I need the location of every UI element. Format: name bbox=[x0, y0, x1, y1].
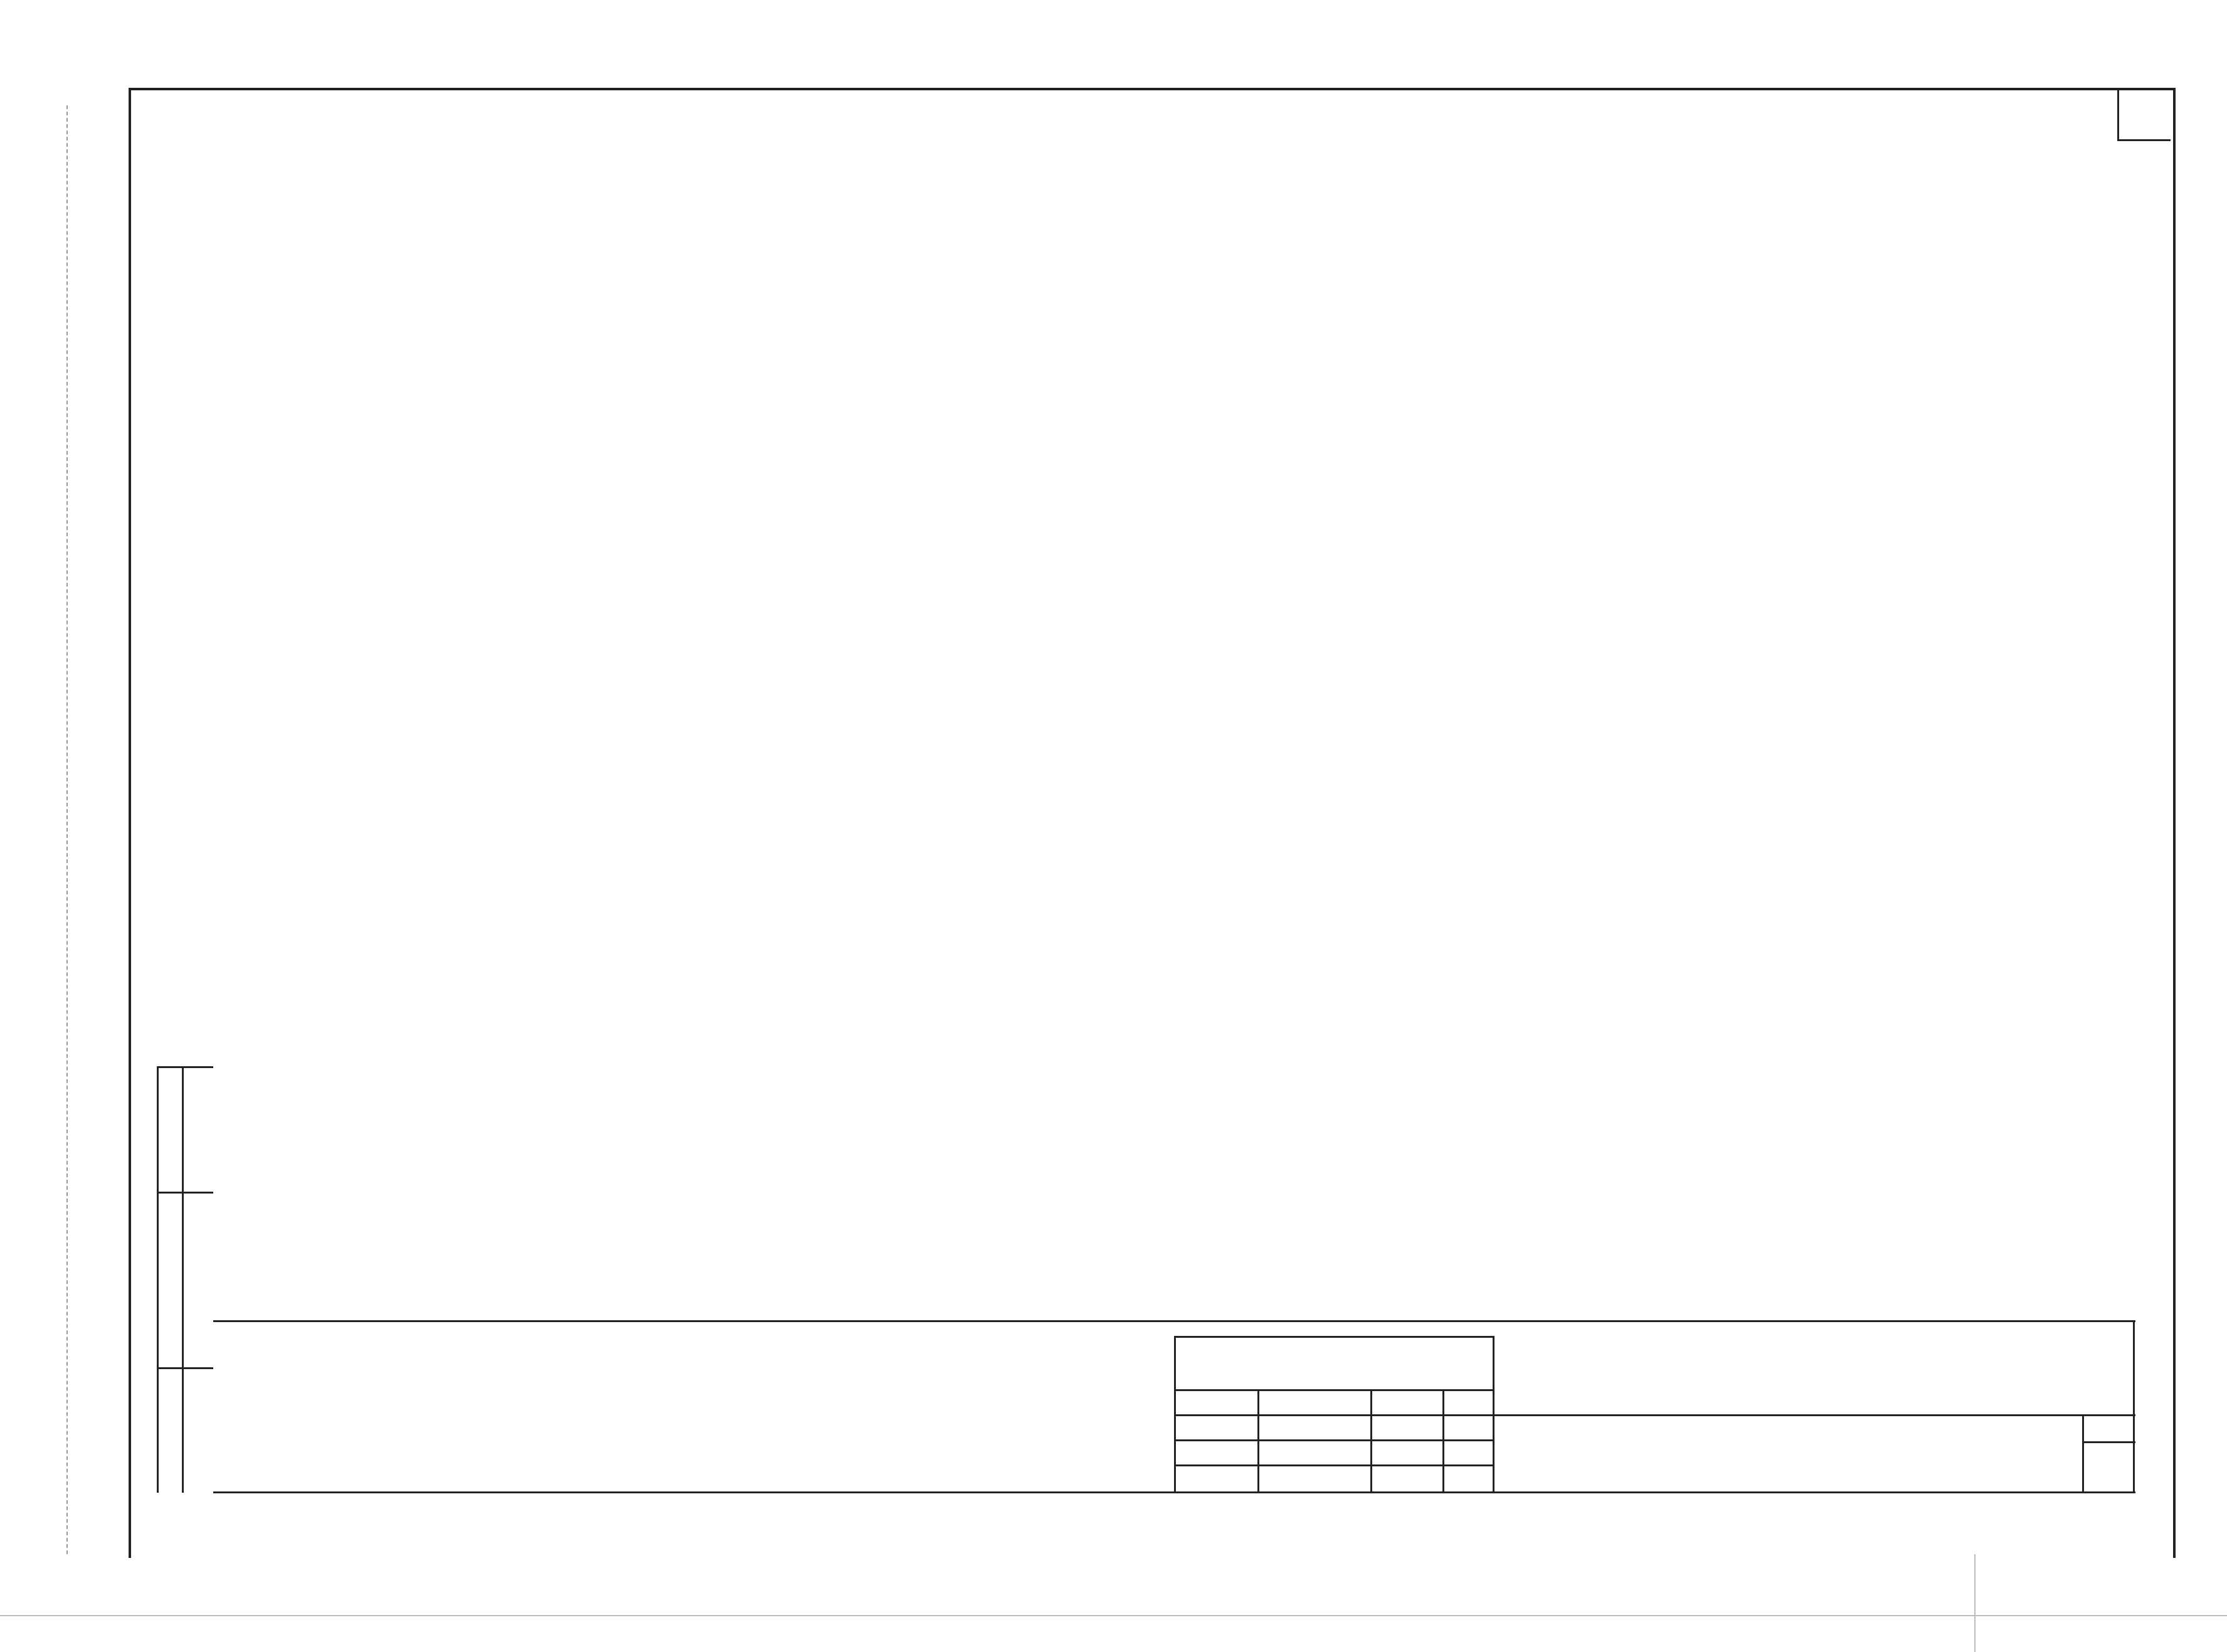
privyazan-box-line bbox=[1174, 1414, 1494, 1416]
privyazan-box-line bbox=[1370, 1389, 1372, 1493]
privyazan-box-line bbox=[1257, 1389, 1259, 1493]
sheet-box-line bbox=[2082, 1414, 2084, 1493]
sheet-box-line bbox=[2082, 1441, 2135, 1443]
privyazan-box-line bbox=[1174, 1439, 1494, 1441]
privyazan-box-line bbox=[1442, 1389, 1444, 1493]
privyazan-box-line bbox=[1174, 1464, 1494, 1466]
side-stamp-line bbox=[157, 1066, 213, 1068]
header-name bbox=[326, 137, 1141, 312]
header-type bbox=[1141, 137, 1311, 312]
header-factory-code bbox=[1455, 137, 1624, 312]
header-price bbox=[1800, 137, 1925, 312]
header-unit-name bbox=[1311, 201, 1380, 312]
side-stamp-line bbox=[182, 1066, 184, 1493]
designation-line bbox=[1493, 1414, 2135, 1416]
header-unit-code bbox=[1383, 201, 1455, 312]
header-position bbox=[226, 137, 323, 312]
scan-edge-line bbox=[0, 1615, 2227, 1616]
binding-margin-line bbox=[66, 105, 68, 1554]
header-quantity bbox=[1925, 137, 2019, 312]
title-block-line bbox=[213, 1320, 2135, 1322]
title-block-line bbox=[2133, 1320, 2135, 1493]
header-equipment-code bbox=[1624, 137, 1800, 312]
side-stamp-line bbox=[157, 1066, 159, 1493]
privyazan-box-line bbox=[1174, 1389, 1494, 1391]
side-stamp-line bbox=[157, 1367, 213, 1369]
corner-box-line bbox=[2117, 88, 2119, 139]
privyazan-box-line bbox=[1174, 1336, 1494, 1338]
header-unit-group bbox=[1311, 137, 1455, 196]
scan-edge-line bbox=[1974, 1554, 1976, 1652]
side-stamp-line bbox=[157, 1192, 213, 1194]
header-mass bbox=[2019, 137, 2145, 312]
